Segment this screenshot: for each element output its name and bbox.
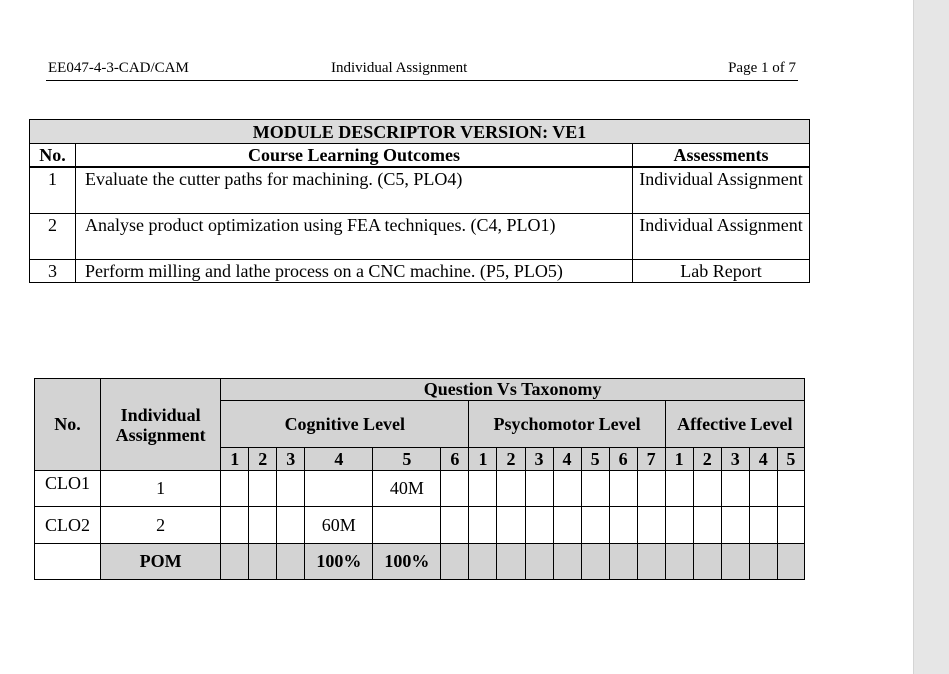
affective-level-2: 2: [693, 448, 721, 471]
cell: [497, 544, 525, 580]
cell: [525, 471, 553, 507]
table-row: [30, 259, 810, 282]
pom-row: [35, 544, 805, 580]
cell: [693, 507, 721, 544]
cell: [441, 507, 469, 544]
cell: [609, 471, 637, 507]
document-type: Individual Assignment: [331, 60, 468, 76]
cognitive-5-value: [373, 507, 441, 544]
cell: [665, 544, 693, 580]
cell: [249, 471, 277, 507]
cell: [581, 507, 609, 544]
cell: [277, 544, 305, 580]
cell: [609, 507, 637, 544]
cell: [35, 544, 101, 580]
cell: [497, 471, 525, 507]
module-code: EE047-4-3-CAD/CAM: [48, 60, 189, 76]
cell: [637, 544, 665, 580]
cell: [277, 507, 305, 544]
module-descriptor-table: [29, 119, 810, 283]
cell: [441, 471, 469, 507]
row-number: 1: [30, 167, 76, 213]
cell: [469, 544, 497, 580]
cognitive-level-2: 2: [249, 448, 277, 471]
cell: [525, 544, 553, 580]
table-row: [30, 167, 810, 213]
assignment-number: 1: [101, 471, 221, 507]
cell: [277, 471, 305, 507]
cell: [777, 544, 804, 580]
cell: [777, 471, 804, 507]
cell: [609, 544, 637, 580]
cell: [637, 507, 665, 544]
psychomotor-level-6: 6: [609, 448, 637, 471]
cell: [749, 544, 777, 580]
row-number: 3: [30, 259, 76, 282]
cognitive-level-header: Cognitive Level: [221, 401, 469, 448]
clo-label: CLO2: [35, 507, 101, 544]
taxonomy-title: Question Vs Taxonomy: [221, 379, 805, 401]
pom-cognitive-4: 100%: [305, 544, 373, 580]
cognitive-level-4: 4: [305, 448, 373, 471]
cell: [441, 544, 469, 580]
cell: [469, 471, 497, 507]
cell: [469, 507, 497, 544]
table-row: [35, 507, 805, 544]
psychomotor-level-5: 5: [581, 448, 609, 471]
col-header-no: No.: [35, 379, 101, 471]
assignment-number: 2: [101, 507, 221, 544]
page-header: [46, 60, 798, 81]
affective-level-3: 3: [721, 448, 749, 471]
pom-cognitive-5: 100%: [373, 544, 441, 580]
cell: [749, 507, 777, 544]
psychomotor-level-4: 4: [553, 448, 581, 471]
cell: [637, 471, 665, 507]
table-row: [35, 471, 805, 507]
psychomotor-level-header: Psychomotor Level: [469, 401, 665, 448]
cognitive-level-6: 6: [441, 448, 469, 471]
assessment: Individual Assignment: [633, 213, 810, 259]
cell: [665, 507, 693, 544]
cell: [777, 507, 804, 544]
cell: [665, 471, 693, 507]
cell: [693, 544, 721, 580]
learning-outcome: Analyse product optimization using FEA techniques. (C4, PLO1): [76, 213, 633, 259]
cell: [693, 471, 721, 507]
psychomotor-level-3: 3: [525, 448, 553, 471]
cognitive-4-value: [305, 471, 373, 507]
cell: [221, 471, 249, 507]
cell: [721, 544, 749, 580]
cell: [553, 544, 581, 580]
cognitive-level-1: 1: [221, 448, 249, 471]
affective-level-header: Affective Level: [665, 401, 804, 448]
vertical-scrollbar[interactable]: [913, 0, 949, 674]
cell: [249, 544, 277, 580]
col-header-assessments: Assessments: [633, 144, 810, 168]
assessment: Individual Assignment: [633, 167, 810, 213]
pom-label: POM: [101, 544, 221, 580]
affective-level-5: 5: [777, 448, 804, 471]
col-header-no: No.: [30, 144, 76, 168]
cognitive-4-value: 60M: [305, 507, 373, 544]
col-header-individual-assignment: Individual Assignment: [101, 379, 221, 471]
cell: [221, 544, 249, 580]
cell: [553, 471, 581, 507]
cognitive-level-5: 5: [373, 448, 441, 471]
psychomotor-level-2: 2: [497, 448, 525, 471]
page-indicator: Page 1 of 7: [728, 60, 796, 76]
cell: [721, 471, 749, 507]
module-descriptor-title: MODULE DESCRIPTOR VERSION: VE1: [30, 120, 810, 144]
cell: [553, 507, 581, 544]
learning-outcome: Evaluate the cutter paths for machining. (C5, PLO4): [76, 167, 633, 213]
psychomotor-level-1: 1: [469, 448, 497, 471]
clo-label: CLO1: [35, 471, 101, 507]
cell: [221, 507, 249, 544]
cell: [497, 507, 525, 544]
cell: [721, 507, 749, 544]
psychomotor-level-7: 7: [637, 448, 665, 471]
cell: [525, 507, 553, 544]
cell: [249, 507, 277, 544]
cognitive-level-3: 3: [277, 448, 305, 471]
affective-level-4: 4: [749, 448, 777, 471]
table-row: [30, 213, 810, 259]
cell: [581, 471, 609, 507]
affective-level-1: 1: [665, 448, 693, 471]
cell: [749, 471, 777, 507]
learning-outcome: Perform milling and lathe process on a CNC machine. (P5, PLO5): [76, 259, 633, 282]
row-number: 2: [30, 213, 76, 259]
cell: [581, 544, 609, 580]
taxonomy-table: [34, 378, 805, 580]
cognitive-5-value: 40M: [373, 471, 441, 507]
col-header-clo: Course Learning Outcomes: [76, 144, 633, 168]
assessment: Lab Report: [633, 259, 810, 282]
